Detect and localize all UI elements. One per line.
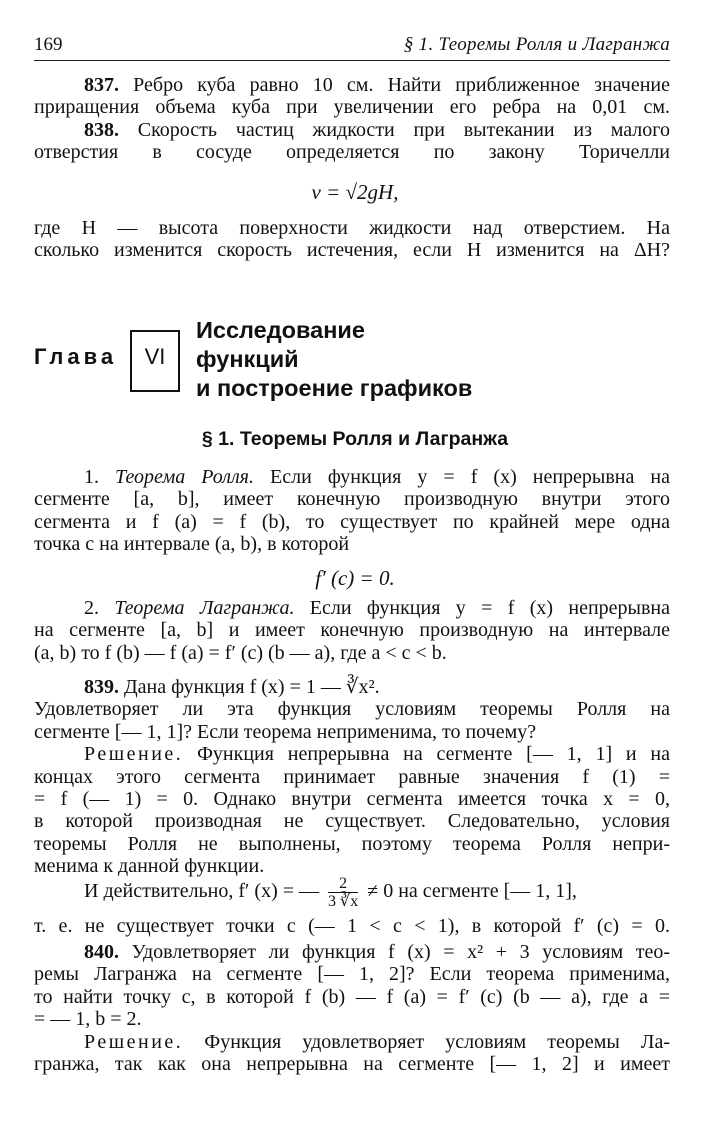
solution-label: Решение.: [84, 743, 184, 766]
text-line: концах этого сегмента принимает равные значения f (1) =: [34, 765, 670, 788]
torricelli-formula: v = √2gH,: [311, 180, 399, 204]
fraction: [328, 875, 358, 910]
chapter-title-line: Исследование: [196, 317, 365, 343]
problem-number: 837.: [84, 74, 119, 96]
text-line: [34, 676, 670, 698]
text-line: теоремы Ролля не выполнены, поэтому теорема Ролля непри-: [34, 832, 670, 855]
text-line: Удовлетворяет ли эта функция условиям теоремы Ролля на: [34, 698, 670, 721]
text-line: менима к данной функции.: [34, 855, 265, 878]
chapter-label: Глава: [34, 344, 118, 369]
text-line: сегмента и f (a) = f (b), то существует по крайней мере одна: [34, 510, 670, 533]
text-line: в которой производная не существует. Следовательно, условия: [34, 810, 670, 833]
text-line: [34, 743, 670, 765]
text: Если функция y = f (x) непрерывна: [294, 597, 670, 619]
box-top-rule: [130, 330, 180, 332]
text-line: сколько изменится скорость истечения, если H изменится на ΔH?: [34, 239, 670, 262]
text-line: сегменте [a, b], имеет конечную производную внутри этого: [34, 488, 670, 511]
chapter-title-line: функций: [196, 346, 299, 372]
page-header: [34, 30, 670, 61]
text-line: [34, 1031, 670, 1053]
derivative-line: [34, 874, 670, 908]
text: Функция непрерывна на сегменте [— 1, 1] и на: [183, 743, 670, 766]
rolle-formula: f′ (c) = 0.: [315, 566, 395, 590]
text-line: то найти точку c, в которой f (b) — f (a) = f′ (c) (b — a), где a =: [34, 985, 670, 1008]
running-title: § 1. Теоремы Ролля и Лагранжа: [403, 34, 670, 55]
problem-number: 839.: [84, 676, 119, 698]
text-line: [34, 941, 670, 963]
problem-839-end: [34, 915, 670, 937]
box-bottom-rule: [130, 390, 180, 392]
problem-number: 838.: [84, 118, 119, 141]
theorem-name: Теорема Ролля.: [115, 466, 254, 488]
text-line: сегменте [— 1, 1]? Если теорема неприменима, то почему?: [34, 720, 537, 743]
text-line: [34, 466, 670, 488]
chapter-number-box: [130, 330, 180, 392]
text: Дана функция f (x) = 1 — ∛x².: [119, 676, 380, 698]
where-text: [34, 217, 670, 262]
problems-837-838: [34, 74, 670, 164]
text-line: [34, 597, 670, 619]
text-line: [34, 874, 670, 908]
text: Скорость частиц жидкости при вытекании из малого: [119, 118, 670, 141]
text: Функция удовлетворяет условиям теоремы Ла-: [183, 1030, 670, 1053]
text-line: [34, 119, 670, 141]
text: Удовлетворяет ли функция f (x) = x² + 3 условиям тео-: [119, 941, 670, 963]
text-line: где H — высота поверхности жидкости над отверстием. На: [34, 217, 670, 239]
solution-label: Решение.: [84, 1030, 184, 1053]
text: Если функция y = f (x) непрерывна на: [253, 466, 671, 488]
fraction-numerator: 2: [328, 875, 358, 893]
text-line: (a, b) то f (b) — f (a) = f′ (c) (b — a), где a < c < b.: [34, 641, 447, 664]
text-line: ремы Лагранжа на сегменте [— 1, 2]? Если теорема применима,: [34, 963, 670, 986]
page-number: 169: [34, 34, 63, 55]
text: 2.: [84, 597, 115, 619]
text-line: точка c на интервале (a, b), в которой: [34, 533, 350, 556]
chapter-title-line: и построение графиков: [196, 375, 473, 401]
text: 1.: [84, 466, 116, 488]
text-line: гранжа, так как она непрерывна на сегменте [— 1, 2] и имеет: [34, 1052, 670, 1075]
problem-number: 840.: [84, 941, 119, 963]
section-title: § 1. Теоремы Ролля и Лагранжа: [201, 428, 509, 450]
text: ≠ 0 на сегменте [— 1, 1],: [367, 880, 577, 902]
problem-839: [34, 676, 670, 878]
problem-840: [34, 941, 670, 1075]
text: И действительно, f′ (x) = —: [84, 880, 320, 902]
fraction-denominator: 3 ∛x: [328, 892, 359, 910]
text-line: [34, 74, 670, 96]
rolle-theorem: [34, 466, 670, 556]
text-line: т. е. не существует точки c (— 1 < c < 1), в которой f′ (c) = 0.: [34, 915, 670, 937]
chapter-title: [196, 316, 472, 403]
text-line: на сегменте [a, b] и имеет конечную производную на интервале: [34, 619, 670, 642]
text-line: = — 1, b = 2.: [34, 1008, 142, 1031]
text-line: = f (— 1) = 0. Однако внутри сегмента имеется точка x = 0,: [34, 787, 670, 810]
text-line: отверстия в сосуде определяется по закону Торичелли: [34, 141, 670, 164]
text-line: приращения объема куба при увеличении его ребра на 0,01 см.: [34, 96, 670, 119]
text: Ребро куба равно 10 см. Найти приближенное значение: [119, 74, 670, 96]
chapter-number: VI: [144, 344, 166, 369]
theorem-name: Теорема Лагранжа.: [114, 597, 295, 619]
lagrange-theorem: [34, 597, 670, 664]
